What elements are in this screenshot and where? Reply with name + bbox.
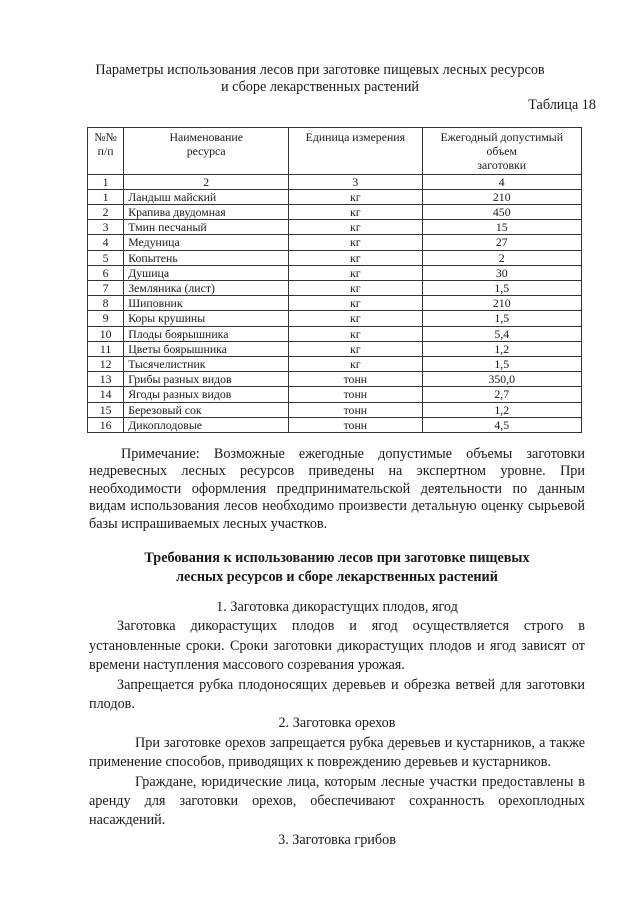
resource-name: Коры крушины xyxy=(124,311,289,326)
unit: тонн xyxy=(289,402,422,417)
resource-name: Копытень xyxy=(124,250,289,265)
annual-volume: 1,5 xyxy=(422,357,582,372)
subsection-1-title: 1. Заготовка дикорастущих плодов, ягод xyxy=(216,599,458,615)
table-label: Таблица 18 xyxy=(528,97,596,113)
table-row xyxy=(88,372,582,387)
unit: кг xyxy=(289,265,422,280)
unit: тонн xyxy=(289,387,422,402)
annual-volume: 1,2 xyxy=(422,402,582,417)
resource-name: Крапива двудомная xyxy=(124,205,289,220)
table-row xyxy=(88,281,582,296)
row-number: 6 xyxy=(88,265,124,280)
row-number: 3 xyxy=(88,220,124,235)
table-row xyxy=(88,341,582,356)
resource-name: Тысячелистник xyxy=(124,357,289,372)
row-number: 12 xyxy=(88,357,124,372)
table-row xyxy=(88,205,582,220)
unit: кг xyxy=(289,281,422,296)
requirements-text xyxy=(89,598,585,850)
subsection-2-title: 2. Заготовка орехов xyxy=(278,715,396,732)
page-title xyxy=(60,62,580,96)
table-row xyxy=(88,189,582,204)
table-row xyxy=(88,417,582,432)
unit: кг xyxy=(289,189,422,204)
note-text: Примечание: Возможные ежегодные допустимые объемы заготовки недревесных лесных ресурсов приведены на экспертном уровне. При необходимости оформления предпринимательской деятельности по данным видам использования лесов необходимо произвести детальную оценку сырьевой базы испрашиваемых лесных участков. xyxy=(89,446,585,532)
title-line-1: Параметры использования лесов при заготовке пищевых лесных ресурсов xyxy=(95,62,545,78)
row-number: 4 xyxy=(88,235,124,250)
annual-volume: 1,2 xyxy=(422,341,582,356)
annual-volume: 2,7 xyxy=(422,387,582,402)
resource-name: Душица xyxy=(124,265,289,280)
unit: кг xyxy=(289,220,422,235)
subsection-2-paragraph-2: Граждане, юридические лица, которым лесные участки предоставлены в аренду для заготовки орехов, обеспечивают сохранность орехоплодных насаждений. xyxy=(89,773,585,829)
unit: кг xyxy=(289,326,422,341)
row-number: 9 xyxy=(88,311,124,326)
table-row xyxy=(88,357,582,372)
row-number: 1 xyxy=(88,189,124,204)
table-row xyxy=(88,402,582,417)
table-header-row xyxy=(88,128,582,175)
column-number-row: 1 2 3 4 xyxy=(88,174,582,189)
subsection-2-paragraph-1: При заготовке орехов запрещается рубка деревьев и кустарников, а также применение способов, приводящих к повреждению деревьев и кустарников. xyxy=(89,734,585,771)
row-number: 2 xyxy=(88,205,124,220)
row-number: 7 xyxy=(88,281,124,296)
header-annual-volume: Ежегодный допустимый объем заготовки xyxy=(422,128,582,175)
resource-name: Ландыш майский xyxy=(124,189,289,204)
row-number: 5 xyxy=(88,250,124,265)
annual-volume: 450 xyxy=(422,205,582,220)
resource-name: Грибы разных видов xyxy=(124,372,289,387)
table-row xyxy=(88,265,582,280)
unit: кг xyxy=(289,296,422,311)
unit: тонн xyxy=(289,372,422,387)
annual-volume: 210 xyxy=(422,296,582,311)
subsection-1-paragraph-1: Заготовка дикорастущих плодов и ягод осуществляется строго в установленные сроки. Сроки заготовки дикорастущих плодов и ягод зависят от времени наступления массового созревания урожая. xyxy=(89,618,585,674)
resource-name: Тмин песчаный xyxy=(124,220,289,235)
annual-volume: 4,5 xyxy=(422,417,582,432)
annual-volume: 1,5 xyxy=(422,281,582,296)
annual-volume: 5,4 xyxy=(422,326,582,341)
row-number: 15 xyxy=(88,402,124,417)
table-row xyxy=(88,235,582,250)
table-note xyxy=(89,446,585,533)
unit: кг xyxy=(289,250,422,265)
resource-name: Березовый сок xyxy=(124,402,289,417)
table-row xyxy=(88,387,582,402)
unit: кг xyxy=(289,341,422,356)
unit: тонн xyxy=(289,417,422,432)
title-line-2: и сборе лекарственных растений xyxy=(220,79,420,95)
header-unit: Единица измерения xyxy=(289,128,422,175)
annual-volume: 210 xyxy=(422,189,582,204)
resource-name: Шиповник xyxy=(124,296,289,311)
header-number: №№ п/п xyxy=(88,128,124,175)
table-row xyxy=(88,250,582,265)
row-number: 8 xyxy=(88,296,124,311)
unit: кг xyxy=(289,357,422,372)
unit: кг xyxy=(289,311,422,326)
row-number: 14 xyxy=(88,387,124,402)
row-number: 11 xyxy=(88,341,124,356)
annual-volume: 27 xyxy=(422,235,582,250)
row-number: 16 xyxy=(88,417,124,432)
heading-line-2: лесных ресурсов и сборе лекарственных растений xyxy=(176,569,498,585)
row-number: 10 xyxy=(88,326,124,341)
table-row xyxy=(88,220,582,235)
resource-name: Дикоплодовые xyxy=(124,417,289,432)
subsection-3-title: 3. Заготовка грибов xyxy=(278,831,396,848)
resource-name: Плоды боярышника xyxy=(124,326,289,341)
unit: кг xyxy=(289,235,422,250)
table-row xyxy=(88,311,582,326)
resource-name: Ягоды разных видов xyxy=(124,387,289,402)
table-row xyxy=(88,296,582,311)
annual-volume: 350,0 xyxy=(422,372,582,387)
resources-table xyxy=(87,127,582,433)
header-resource-name: Наименование ресурса xyxy=(124,128,289,175)
heading-line-1: Требования к использованию лесов при заготовке пищевых xyxy=(144,550,530,566)
resource-name: Цветы боярышника xyxy=(124,341,289,356)
subsection-1-paragraph-2: Запрещается рубка плодоносящих деревьев и обрезка ветвей для заготовки плодов. xyxy=(89,676,585,713)
annual-volume: 30 xyxy=(422,265,582,280)
annual-volume: 1,5 xyxy=(422,311,582,326)
resource-name: Земляника (лист) xyxy=(124,281,289,296)
table-body xyxy=(88,174,582,432)
table-row xyxy=(88,326,582,341)
section-heading xyxy=(89,549,585,587)
row-number: 13 xyxy=(88,372,124,387)
unit: кг xyxy=(289,205,422,220)
annual-volume: 2 xyxy=(422,250,582,265)
resource-name: Медуница xyxy=(124,235,289,250)
annual-volume: 15 xyxy=(422,220,582,235)
